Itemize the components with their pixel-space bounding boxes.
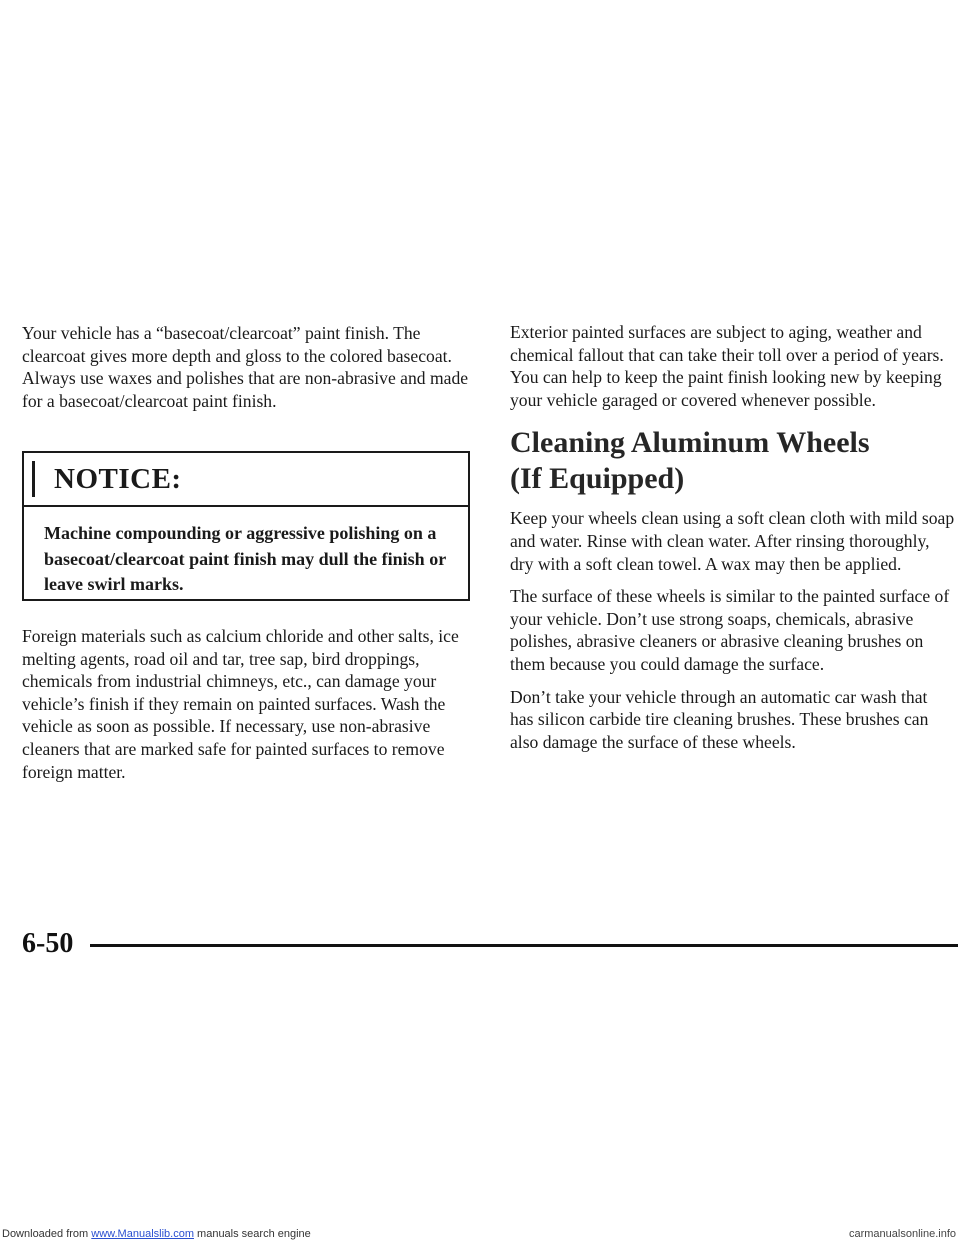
- section-heading-line1: Cleaning Aluminum Wheels: [510, 426, 870, 460]
- car-wash-paragraph: Don’t take your vehicle through an automatic car wash that has silicon carbide tire cleaning brushes. These brushes can also damage the surface of these wheels.: [510, 686, 929, 752]
- download-notice: [2, 1228, 311, 1240]
- foreign-materials-paragraph: Foreign materials such as calcium chloride and other salts, ice melting agents, road oil and tar, tree sap, bird droppings, chemicals from industrial chimneys, etc., can damage your vehicle’s finish if they remain on painted surfaces. Wash the vehicle as soon as possible. If necessary, use non-abrasive cleaners that are marked safe for painted surfaces to remove foreign matter.: [22, 626, 459, 782]
- notice-box: [22, 451, 470, 601]
- left-column: [22, 322, 472, 432]
- page-number: 6-50: [22, 928, 74, 959]
- right-column: [510, 321, 955, 763]
- basecoat-paragraph: Your vehicle has a “basecoat/clearcoat” paint finish. The clearcoat gives more depth and gloss to the colored basecoat. Always use waxes and polishes that are non-abrasive and made for a basecoat/clearcoat paint finish.: [22, 323, 469, 411]
- notice-bar-decoration: [32, 461, 35, 497]
- section-heading-line2: (If Equipped): [510, 462, 685, 496]
- notice-header: [24, 453, 468, 507]
- download-footer: [0, 1228, 960, 1242]
- section-heading: [510, 425, 955, 497]
- left-lower-column: [22, 625, 472, 783]
- watermark-site: carmanualsonline.info: [848, 1228, 956, 1240]
- wheels-clean-paragraph: Keep your wheels clean using a soft clean cloth with mild soap and water. Rinse with clean water. After rinsing thoroughly, dry with a soft clean towel. A wax may then be applied.: [510, 508, 955, 574]
- download-suffix: manuals search engine: [193, 1228, 311, 1240]
- download-prefix: Downloaded from: [2, 1228, 92, 1240]
- notice-text: Machine compounding or aggressive polishing on a basecoat/clearcoat paint finish may dull the finish or leave swirl marks.: [44, 523, 446, 594]
- footer-rule: [90, 944, 958, 947]
- wheels-surface-paragraph: The surface of these wheels is similar to the painted surface of your vehicle. Don’t use strong soaps, chemicals, abrasive polishes, abrasive cleaners or abrasive cleaning brushes on them because you could damage the surface.: [510, 586, 950, 674]
- manualslib-link[interactable]: www.Manualslib.com: [91, 1228, 194, 1240]
- exterior-surfaces-paragraph: Exterior painted surfaces are subject to aging, weather and chemical fallout that can take their toll over a period of years. You can help to keep the paint finish looking new by keeping your vehicle garaged or covered whenever possible.: [510, 322, 944, 410]
- notice-title: NOTICE:: [54, 463, 182, 495]
